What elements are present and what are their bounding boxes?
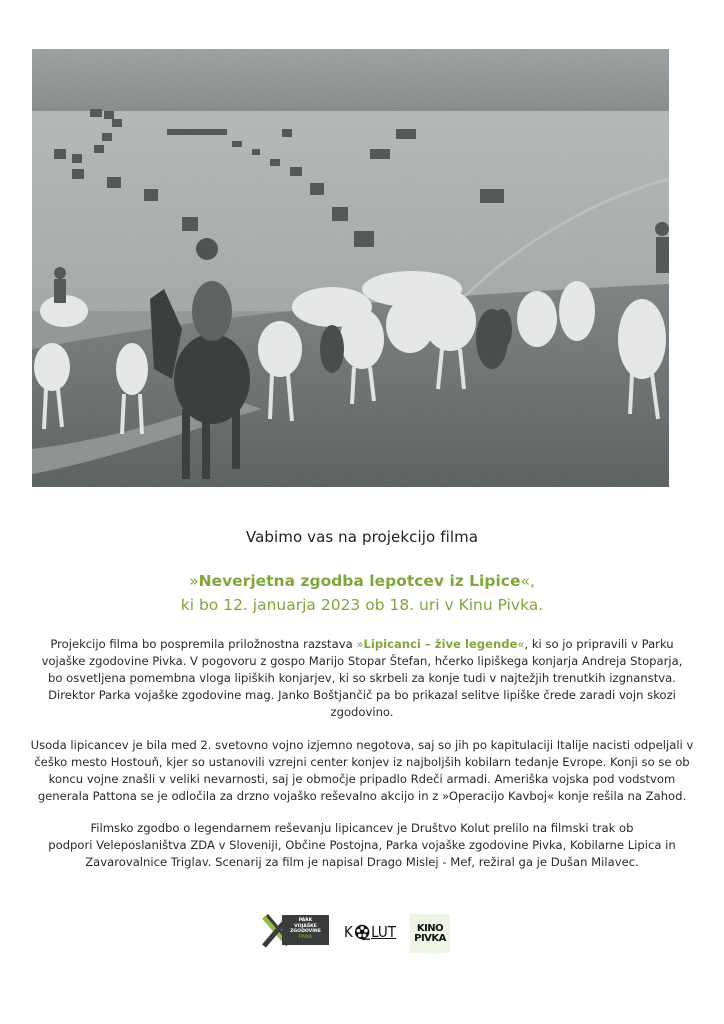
park-logo-line: PIVKA: [298, 934, 313, 940]
sponsor-logos: [0, 910, 724, 956]
park-logo-line: PARK: [298, 918, 313, 923]
paragraph-line: Zavarovalnice Triglav. Scenarij za film je napisal Drago Mislej - Mef, režiral ga je Dušan Milavec.: [85, 855, 639, 869]
quote-open: »: [356, 637, 364, 651]
paragraph-history: [30, 737, 694, 805]
kino-logo-line: KINO: [416, 922, 444, 934]
quote-close: «: [517, 637, 525, 651]
kino-logo-line: PIVKA: [414, 932, 446, 944]
paragraph-line: [30, 636, 694, 653]
paragraph-line: generala Pattona se je odločila za drzno vojaško reševalno akcijo in z »Operacijo Kavboj« konje rešila na Zahod.: [37, 789, 687, 803]
park-logo-line: VOJAŠKE: [294, 923, 317, 929]
paragraph-line: češko mesto Hostouň, kjer so ustanovili vzrejni center konjev iz najboljših kobilarn tedanje Evrope. Konji so se ob: [34, 755, 690, 769]
paragraph-line: vojaške zgodovine Pivka. V pogovoru z gospo Marijo Stopar Štefan, hčerko lipiškega konjarja Andreja Stoparja,: [41, 654, 683, 668]
kolut-logo-letters: LUT: [371, 923, 396, 941]
hero-photo: [32, 49, 669, 487]
film-reel-icon: [354, 923, 370, 941]
paragraph-line: bo osvetljena pomembna vloga lipiških konjarjev, ki so skrbeli za konje tudi v najtežjih trenutkih izgnanstva.: [48, 671, 676, 685]
park-logo-box: [282, 915, 329, 945]
paragraph-line: Usoda lipicancev je bila med 2. svetovno vojno izjemno negotova, saj so jih po kapitulaciji Italije nacisti odpeljali v: [30, 738, 694, 752]
screening-date: ki bo 12. januarja 2023 ob 18. uri v Kinu Pivka.: [180, 596, 544, 614]
paragraph-line: zgodovino.: [330, 705, 394, 719]
park-vojaske-zgodovine-logo: [261, 913, 329, 949]
park-logo-line: ZGODOVINE: [290, 929, 321, 935]
text: Projekcijo filma bo pospremila priložnostna razstava: [50, 637, 357, 651]
film-title: Neverjetna zgodba lepotcev iz Lipice: [198, 572, 521, 590]
paragraph-exhibition: [30, 636, 694, 721]
kolut-logo-letter: K: [344, 923, 353, 941]
kolut-logo: [344, 919, 396, 945]
kino-pivka-logo: [410, 914, 450, 953]
invite-intro: Vabimo vas na projekcijo filma: [245, 528, 479, 546]
title-close-quote: «,: [520, 572, 535, 590]
paragraph-line: podpori Veleposlaništva ZDA v Sloveniji, Občine Postojna, Parka vojaške zgodovine Pivka, Kobilarne Lipica in: [48, 838, 676, 852]
paragraph-line: koncu vojne znašli v veliki nevarnosti, saj je območje pripadlo Rdeči armadi. Ameriška vojska pod vodstvom: [48, 772, 676, 786]
paragraph-line: Direktor Parka vojaške zgodovine mag. Janko Boštjančič pa bo prikazal selitve lipiške črede zaradi vojn skozi: [48, 688, 676, 702]
film-title-line: [0, 572, 724, 590]
horses-convoy-photo-illustration: [32, 49, 669, 487]
title-open-quote: »: [189, 572, 199, 590]
paragraph-credits: [30, 820, 694, 871]
text: , ki so jo pripravili v Parku: [524, 637, 674, 651]
exhibition-title: Lipicanci – žive legende: [363, 637, 518, 651]
paragraph-line: Filmsko zgodbo o legendarnem reševanju lipicancev je Društvo Kolut prelilo na filmski trak ob: [90, 821, 634, 835]
